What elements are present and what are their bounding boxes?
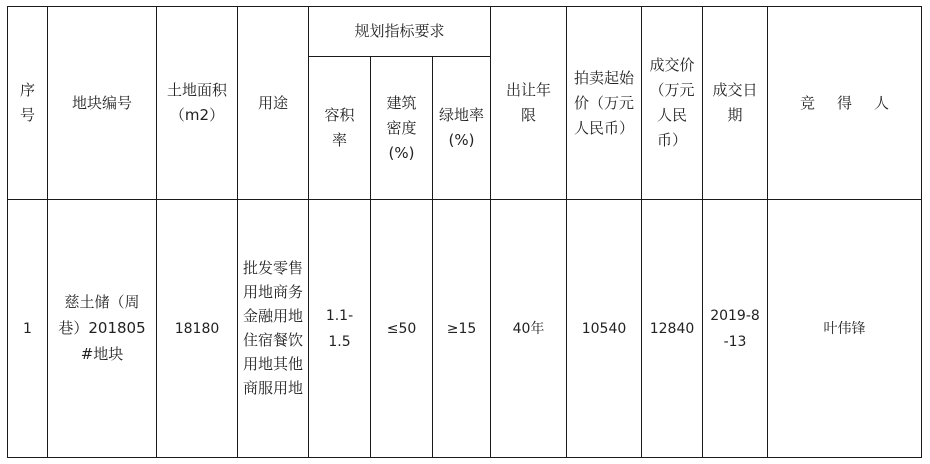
header-use: 用途 [238,7,309,200]
cell-density: ≤50 [371,200,433,458]
cell-deal-date: 2019-8-13 [703,200,768,458]
header-far: 容积率 [309,57,371,200]
header-area: 土地面积（m2） [157,7,238,200]
cell-term: 40年 [491,200,567,458]
header-row-top [8,7,922,57]
cell-start-price: 10540 [567,200,642,458]
header-plot-id: 地块编号 [48,7,157,200]
header-start-price: 拍卖起始价（万元人民币） [567,7,642,200]
header-planning-group: 规划指标要求 [309,7,491,57]
cell-winner: 叶伟锋 [768,200,922,458]
land-auction-table [7,6,922,458]
header-deal-date: 成交日期 [703,7,768,200]
cell-seq: 1 [8,200,48,458]
header-winner: 竞得人 [768,7,922,200]
header-density: 建筑密度(%) [371,57,433,200]
cell-deal-price: 12840 [642,200,703,458]
cell-use: 批发零售用地商务金融用地住宿餐饮用地其他商服用地 [238,200,309,458]
cell-far: 1.1-1.5 [309,200,371,458]
header-green: 绿地率(%) [433,57,491,200]
table-row [8,200,922,458]
cell-area: 18180 [157,200,238,458]
header-seq: 序号 [8,7,48,200]
cell-green: ≥15 [433,200,491,458]
cell-plot-id: 慈土储（周巷）201805#地块 [48,200,157,458]
header-term: 出让年限 [491,7,567,200]
header-deal-price: 成交价（万元人民币） [642,7,703,200]
